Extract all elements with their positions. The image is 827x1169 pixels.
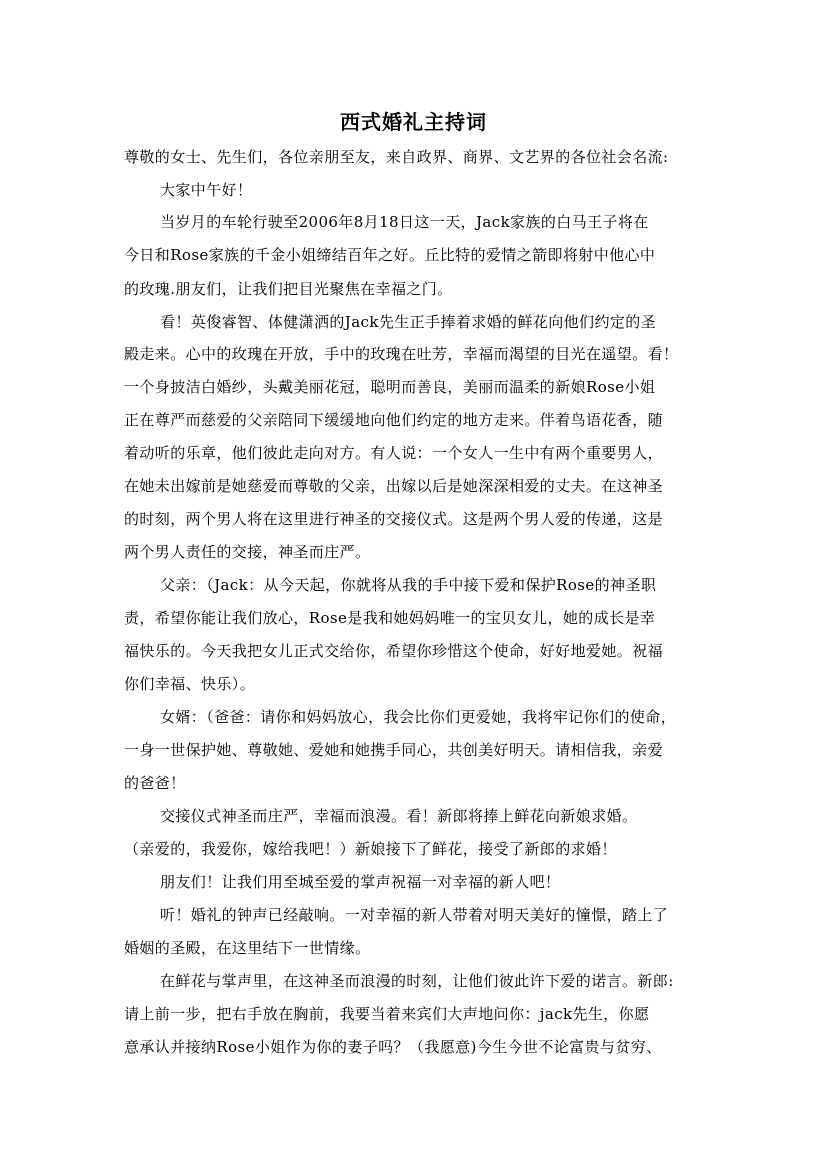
- paragraph-line: 当岁月的车轮行驶至2006年8月18日这一天，Jack家族的白马王子将在: [160, 213, 649, 231]
- paragraph-line: 在她未出嫁前是她慈爱而尊敬的父亲，出嫁以后是她深深相爱的丈夫。在这神圣: [124, 477, 664, 495]
- paragraph-line: 女婿：（爸爸：请你和妈妈放心，我会比你们更爱她，我将牢记你们的使命，: [160, 708, 677, 726]
- paragraph-line: 交接仪式神圣而庄严，幸福而浪漫。看！新郎将捧上鲜花向新娘求婚。: [160, 807, 638, 825]
- paragraph-line: （亲爱的，我爱你，嫁给我吧！）新娘接下了鲜花，接受了新郎的求婚！: [124, 840, 617, 858]
- paragraph-line: 父亲：（Jack：从今天起，你就将从我的手中接下爱和保护Rose的神圣职: [160, 576, 657, 594]
- paragraph-line: 请上前一步，把右手放在胸前，我要当着来宾们大声地问你：jack先生，你愿: [124, 1005, 650, 1023]
- paragraph-line: 正在尊严而慈爱的父亲陪同下缓缓地向他们约定的地方走来。伴着鸟语花香，随: [124, 411, 664, 429]
- paragraph-line: 大家中午好！: [160, 181, 253, 199]
- paragraph-line: 看！英俊睿智、体健潇洒的Jack先生正手捧着求婚的鲜花向他们约定的圣: [160, 313, 657, 331]
- paragraph-line: 意承认并接纳Rose小姐作为你的妻子吗？（我愿意)今生今世不论富贵与贫穷、: [124, 1038, 662, 1056]
- paragraph-line: 的玫瑰.朋友们，让我们把目光聚焦在幸福之门。: [124, 280, 453, 298]
- paragraph-line: 你们幸福、快乐）。: [124, 675, 256, 693]
- paragraph-line: 朋友们！让我们用至城至爱的掌声祝福一对幸福的新人吧！: [160, 873, 561, 891]
- paragraph-line: 两个男人责任的交接，神圣而庄严。: [124, 543, 371, 561]
- paragraph-line: 尊敬的女士、先生们，各位亲朋至友，来自政界、商界、文艺界的各位社会名流:: [124, 148, 669, 166]
- paragraph-line: 一身一世保护她、尊敬她、爱她和她携手同心，共创美好明天。请相信我，亲爱: [124, 741, 664, 759]
- paragraph-line: 听！婚礼的钟声已经敲响。一对幸福的新人带着对明天美好的憧憬，踏上了: [160, 906, 669, 924]
- paragraph-line: 的时刻，两个男人将在这里进行神圣的交接仪式。这是两个男人爱的传递，这是: [124, 510, 664, 528]
- paragraph-line: 福快乐的。今天我把女儿正式交给你，希望你珍惜这个使命，好好地爱她。祝福: [124, 642, 664, 660]
- paragraph-line: 在鲜花与掌声里，在这神圣而浪漫的时刻，让他们彼此许下爱的诺言。新郎:: [160, 972, 674, 990]
- paragraph-line: 责，希望你能让我们放心，Rose是我和她妈妈唯一的宝贝女儿，她的成长是幸: [124, 609, 656, 627]
- paragraph-line: 着动听的乐章，他们彼此走向对方。有人说：一个女人一生中有两个重要男人，: [124, 444, 664, 462]
- paragraph-line: 的爸爸！: [124, 774, 186, 792]
- paragraph-line: 今日和Rose家族的千金小姐缔结百年之好。丘比特的爱情之箭即将射中他心中: [124, 246, 656, 264]
- paragraph-line: 殿走来。心中的玫瑰在开放，手中的玫瑰在吐芳，幸福而渴望的目光在遥望。看！: [124, 345, 679, 363]
- paragraph-line: 一个身披洁白婚纱，头戴美丽花冠，聪明而善良，美丽而温柔的新娘Rose小姐: [124, 378, 656, 396]
- paragraph-line: 婚姻的圣殿，在这里结下一世情缘。: [124, 939, 371, 957]
- document-title: 西式婚礼主持词: [340, 110, 487, 134]
